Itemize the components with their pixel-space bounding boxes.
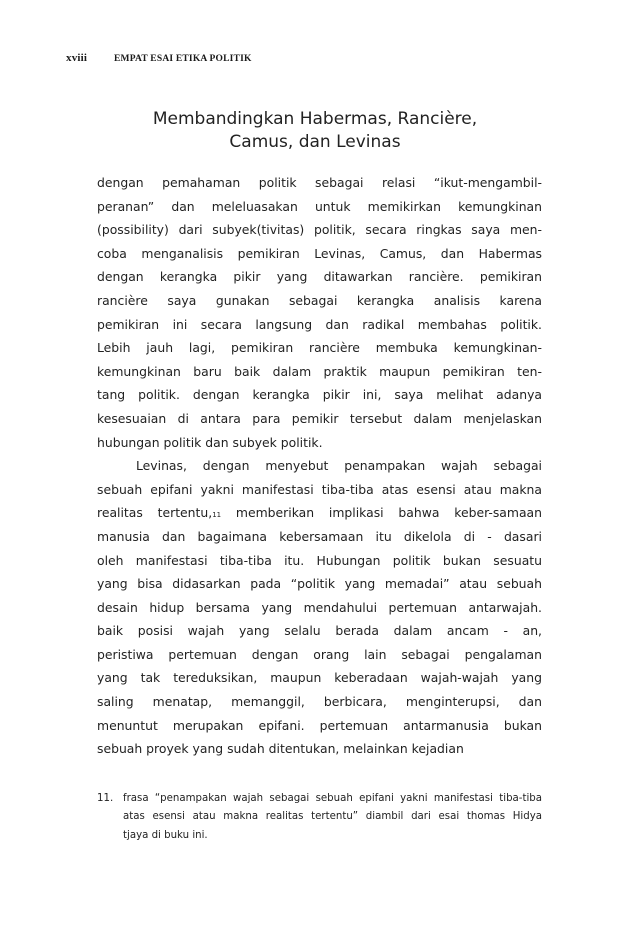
footnote-line: atas esensi atau makna realitas tertentu” diambil dari esai thomas Hidya: [123, 811, 542, 823]
text-line: Levinas, dengan menyebut penampakan wajah sebagai: [136, 458, 542, 474]
body-text: [97, 171, 542, 761]
text-line: kesesuaian di antara para pemikir tersebut dalam menjelaskan: [97, 410, 542, 426]
text-line: menuntut merupakan epifani. pertemuan antarmanusia bukan: [97, 717, 542, 733]
text-line: saling menatap, memanggil, berbicara, menginterupsi, dan: [97, 694, 542, 710]
text-line: Lebih jauh lagi, pemikiran rancière membuka kemungkinan-: [97, 340, 542, 356]
footnote-line: frasa “penampakan wajah sebagai sebuah epifani yakni manifestasi tiba-tiba: [123, 793, 542, 804]
text-line: sebuah proyek yang sudah ditentukan, melainkan kejadian: [97, 741, 464, 757]
text-line: baik posisi wajah yang selalu berada dalam ancam - an,: [97, 623, 542, 639]
text-line: oleh manifestasi tiba-tiba itu. Hubungan politik bukan sesuatu: [97, 552, 542, 568]
text-line: kemungkinan baru baik dalam praktik maupun pemikiran ten-: [97, 363, 542, 379]
text-line: manusia dan bagaimana kebersamaan itu dikelola di - dasari: [97, 528, 542, 544]
chapter-title: [90, 108, 540, 154]
text-line-with-footnote-ref: [97, 501, 542, 525]
footnote: [97, 790, 542, 845]
text-line: coba menganalisis pemikiran Levinas, Camus, dan Habermas: [97, 245, 542, 261]
chapter-title-line-2: Camus, dan Levinas: [229, 132, 401, 152]
text-line: peranan” dan meleluasakan untuk memikirkan kemungkinan: [97, 198, 542, 214]
footnote-line: tjaya di buku ini.: [123, 829, 208, 841]
book-title: EMPAT ESAI ETIKA POLITIK: [114, 54, 252, 64]
text-line: dengan kerangka pikir yang ditawarkan rancière. pemikiran: [97, 269, 542, 285]
text-line: (possibility) dari subyek(tivitas) politik, secara ringkas saya men-: [97, 222, 542, 238]
text-line: hubungan politik dan subyek politik.: [97, 434, 323, 450]
running-head: [66, 52, 252, 64]
footnote-body: [123, 790, 542, 845]
text-line: pemikiran ini secara langsung dan radikal membahas politik.: [97, 316, 542, 332]
text-fragment: realitas tertentu,: [97, 505, 213, 521]
text-line: dengan pemahaman politik sebagai relasi “ikut-mengambil-: [97, 175, 542, 190]
text-line: yang tak tereduksikan, maupun keberadaan wajah-wajah yang: [97, 670, 542, 686]
page-number: xviii: [66, 52, 88, 64]
text-line: rancière saya gunakan sebagai kerangka analisis karena: [97, 292, 542, 308]
footnote-number: 11.: [97, 793, 114, 804]
text-line: sebuah epifani yakni manifestasi tiba-tiba atas esensi atau makna: [97, 481, 542, 497]
text-line: desain hidup bersama yang mendahului pertemuan antarwajah.: [97, 599, 542, 615]
text-line: peristiwa pertemuan dengan orang lain sebagai pengalaman: [97, 646, 542, 662]
text-fragment: memberikan implikasi bahwa keber-samaan: [235, 505, 542, 521]
chapter-title-line-1: Membandingkan Habermas, Rancière,: [152, 109, 478, 129]
footnote-reference[interactable]: 11: [212, 511, 222, 520]
text-line: yang bisa didasarkan pada “politik yang memadai” atau sebuah: [97, 576, 542, 592]
text-line: tang politik. dengan kerangka pikir ini, saya melihat adanya: [97, 387, 542, 403]
